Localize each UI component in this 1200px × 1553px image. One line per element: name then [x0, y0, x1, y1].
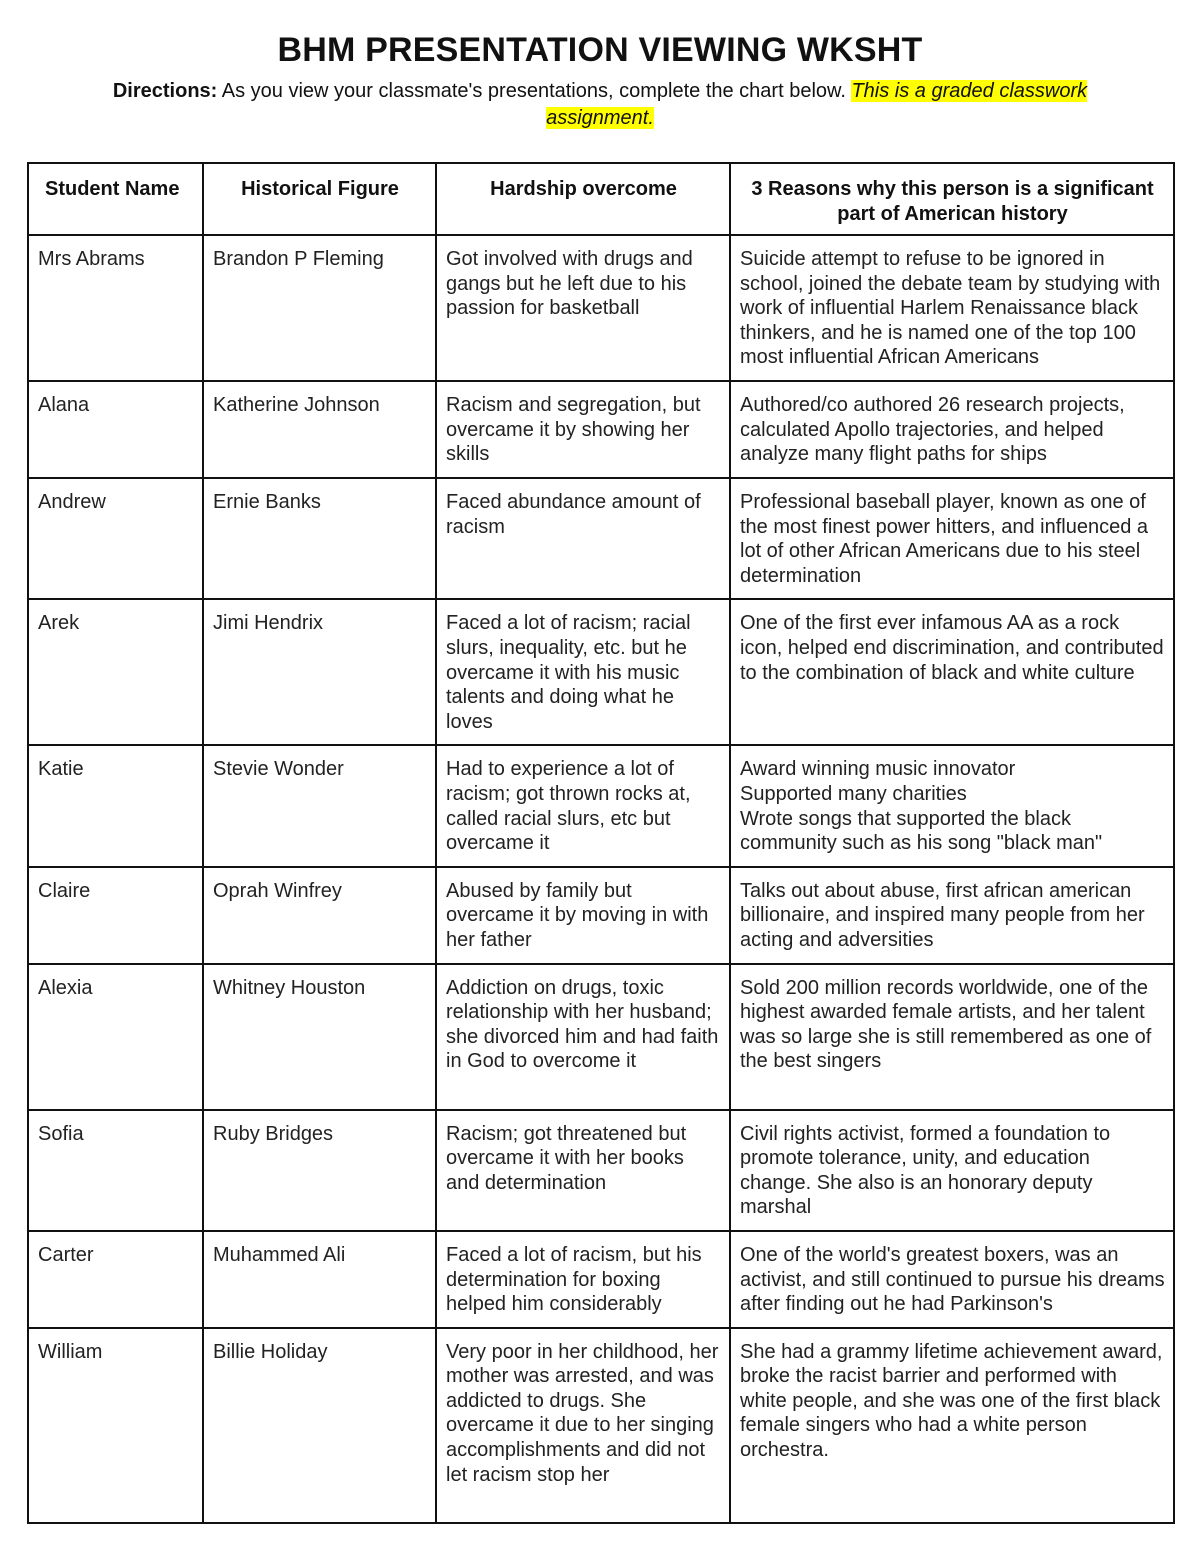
- header-student-name: Student Name: [28, 163, 203, 235]
- presentation-table: [27, 162, 1175, 1524]
- cell-reasons: One of the world's greatest boxers, was an activist, and still continued to pursue his dreams after finding out he had Parkinson's: [730, 1231, 1174, 1328]
- header-three-reasons: 3 Reasons why this person is a significant part of American history: [730, 163, 1174, 235]
- cell-figure: Stevie Wonder: [203, 745, 436, 866]
- table-row: [28, 1328, 1174, 1523]
- table-row: [28, 745, 1174, 866]
- cell-student: Mrs Abrams: [28, 235, 203, 381]
- table-row: [28, 599, 1174, 745]
- cell-figure: Oprah Winfrey: [203, 867, 436, 964]
- cell-reasons: She had a grammy lifetime achievement award, broke the racist barrier and performed with white people, and she was one of the first black female singers who had a white person orchestra.: [730, 1328, 1174, 1523]
- cell-figure: Billie Holiday: [203, 1328, 436, 1523]
- cell-reasons: One of the first ever infamous AA as a rock icon, helped end discrimination, and contributed to the combination of black and white culture: [730, 599, 1174, 745]
- table-row: [28, 478, 1174, 599]
- cell-student: Claire: [28, 867, 203, 964]
- cell-hardship: Faced abundance amount of racism: [436, 478, 730, 599]
- reason-line: Wrote songs that supported the black community such as his song "black man": [740, 807, 1103, 855]
- cell-figure: Jimi Hendrix: [203, 599, 436, 745]
- header-historical-figure: Historical Figure: [203, 163, 436, 235]
- cell-reasons: Authored/co authored 26 research projects, calculated Apollo trajectories, and helped analyze many flight paths for ships: [730, 381, 1174, 478]
- table-row: [28, 1110, 1174, 1231]
- directions: [60, 78, 1140, 132]
- cell-hardship: Addiction on drugs, toxic relationship with her husband; she divorced him and had faith in God to overcome it: [436, 964, 730, 1110]
- cell-hardship: Had to experience a lot of racism; got thrown rocks at, called racial slurs, etc but overcame it: [436, 745, 730, 866]
- cell-hardship: Got involved with drugs and gangs but he left due to his passion for basketball: [436, 235, 730, 381]
- table-row: [28, 381, 1174, 478]
- cell-hardship: Very poor in her childhood, her mother was arrested, and was addicted to drugs. She overcame it due to her singing accomplishments and did not let racism stop her: [436, 1328, 730, 1523]
- header-hardship-overcome: Hardship overcome: [436, 163, 730, 235]
- cell-hardship: Faced a lot of racism; racial slurs, inequality, etc. but he overcame it with his music talents and doing what he loves: [436, 599, 730, 745]
- cell-hardship: Racism; got threatened but overcame it with her books and determination: [436, 1110, 730, 1231]
- cell-student: William: [28, 1328, 203, 1523]
- cell-hardship: Abused by family but overcame it by moving in with her father: [436, 867, 730, 964]
- table-row: [28, 964, 1174, 1110]
- cell-reasons: Suicide attempt to refuse to be ignored in school, joined the debate team by studying with work of influential Harlem Renaissance black thinkers, and he is named one of the top 100 most influential African Americans: [730, 235, 1174, 381]
- page-title: BHM PRESENTATION VIEWING WKSHT: [277, 31, 923, 69]
- cell-figure: Brandon P Fleming: [203, 235, 436, 381]
- directions-label: Directions:: [112, 80, 218, 102]
- cell-figure: Ruby Bridges: [203, 1110, 436, 1231]
- cell-hardship: Racism and segregation, but overcame it by showing her skills: [436, 381, 730, 478]
- table-row: [28, 867, 1174, 964]
- cell-student: Andrew: [28, 478, 203, 599]
- cell-figure: Whitney Houston: [203, 964, 436, 1110]
- reason-line: Award winning music innovator: [740, 758, 1016, 781]
- cell-figure: Muhammed Ali: [203, 1231, 436, 1328]
- cell-student: Alana: [28, 381, 203, 478]
- directions-text: As you view your classmate's presentations, complete the chart below.: [221, 80, 846, 102]
- header-row: [28, 163, 1174, 235]
- cell-figure: Katherine Johnson: [203, 381, 436, 478]
- cell-student: Alexia: [28, 964, 203, 1110]
- cell-student: Arek: [28, 599, 203, 745]
- cell-reasons: Talks out about abuse, first african american billionaire, and inspired many people from her acting and adversities: [730, 867, 1174, 964]
- cell-reasons: Sold 200 million records worldwide, one of the highest awarded female artists, and her talent was so large she is still remembered as one of the best singers: [730, 964, 1174, 1110]
- cell-reasons: Civil rights activist, formed a foundation to promote tolerance, unity, and education change. She also is an honorary deputy marshal: [730, 1110, 1174, 1231]
- reason-line: Supported many charities: [740, 782, 967, 805]
- table-row: [28, 235, 1174, 381]
- cell-hardship: Faced a lot of racism, but his determination for boxing helped him considerably: [436, 1231, 730, 1328]
- cell-figure: Ernie Banks: [203, 478, 436, 599]
- table-row: [28, 1231, 1174, 1328]
- cell-reasons: [730, 745, 1174, 866]
- cell-student: Carter: [28, 1231, 203, 1328]
- directions-highlight: This is a graded classwork assignment.: [546, 80, 1088, 129]
- cell-reasons: Professional baseball player, known as one of the most finest power hitters, and influenced a lot of other African Americans due to his steel determination: [730, 478, 1174, 599]
- cell-student: Sofia: [28, 1110, 203, 1231]
- cell-student: Katie: [28, 745, 203, 866]
